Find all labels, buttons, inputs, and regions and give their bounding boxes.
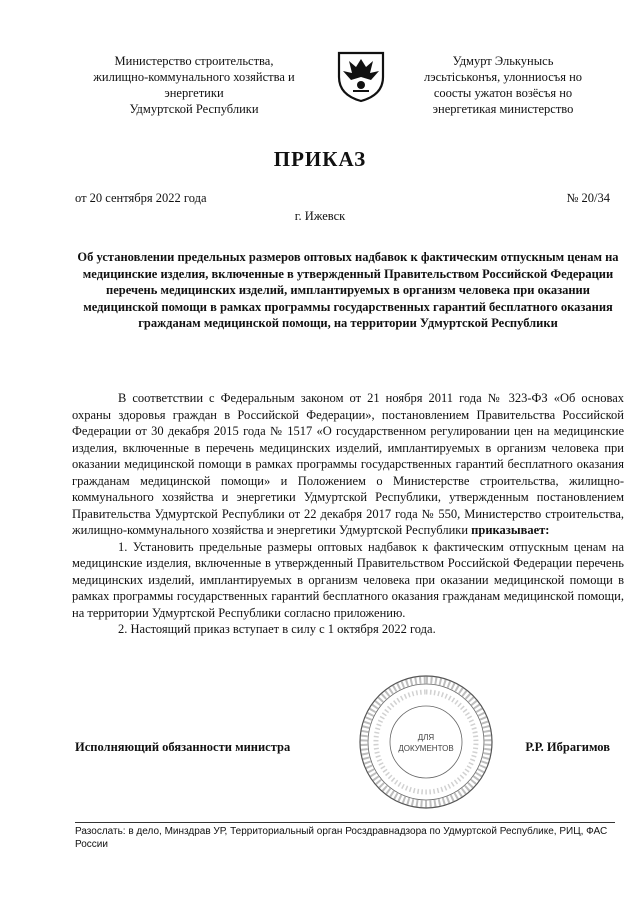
order-item-1: 1. Установить предельные размеры оптовых надбавок к фактическим отпускным ценам на медицинские изделия, включенные в утвержденный Правительством Российской Федерации перечень медицинских изделий, имплантируемых в организм человека при оказании медицинской помощи в рамках программы государственных гарантий бесплатного оказания гражданам медицинской помощи, на территории Удмуртской Республики согласно приложению.	[72, 539, 624, 620]
preamble-text: В соответствии с Федеральным законом от 21 ноября 2011 года № 323-ФЗ «Об основах охраны здоровья граждан в Российской Федерации», постановлением Правительства Российской Федерации от 30 декабря 2015 года № 1517 «О государственном регулировании цен на медицинские изделия, включенные в перечень медицинских изделий, имплантируемых в организм человека при оказании медицинской помощи в рамках программы государственных гарантий бесплатного оказания гражданам медицинской помощи» и Положением о Министерстве строительства, жилищно-коммунального хозяйства и энергетики Удмуртской Республики, утвержденным постановлением Правительства Удмуртской Республики от 22 декабря 2017 года № 550, Министерство строительства, жилищно-коммунального хозяйства и энергетики Удмуртской Республики	[72, 391, 624, 537]
document-title: ПРИКАЗ	[273, 147, 367, 171]
footer-divider	[75, 822, 615, 823]
ministry-name-russian	[60, 53, 328, 117]
ministry-line: энергетикая министерство	[432, 102, 574, 116]
udmurt-coat-of-arms-icon	[335, 47, 387, 103]
svg-text:ДОКУМЕНТОВ: ДОКУМЕНТОВ	[398, 744, 454, 753]
ministry-line: лэсьтiськонъя, улонниосъя но	[423, 70, 583, 84]
ministry-line: Министерство строительства,	[114, 54, 274, 68]
order-item-2: 2. Настоящий приказ вступает в силу с 1 октября 2022 года.	[118, 622, 436, 636]
ministry-line: Удмурт Элькунысь	[452, 54, 554, 68]
ministry-line: жилищно-коммунального хозяйства и	[93, 70, 295, 84]
official-stamp	[356, 672, 496, 812]
ministry-line: Удмуртской Республики	[129, 102, 259, 116]
signatory-name: Р.Р. Ибрагимов	[525, 740, 610, 754]
document-subject: Об установлении предельных размеров оптовых надбавок к фактическим отпускным ценам на медицинские изделия, включенные в утвержденный Правительством Российской Федерации перечень медицинских изделий, имплантируемых в организм человека при оказании медицинской помощи в рамках программы государственных гарантий бесплатного оказания гражданам медицинской помощи, на территории Удмуртской Республики	[77, 250, 619, 330]
preamble-bold-verb: приказывает:	[471, 523, 550, 537]
ministry-line: сооcты ужатон возёсъя но	[433, 86, 573, 100]
document-city: г. Ижевск	[294, 209, 346, 223]
distribution-list: Разослать: в дело, Минздрав УР, Территориальный орган Росздравнадзора по Удмуртской Республике, РИЦ, ФАС России	[75, 826, 608, 850]
document-body	[72, 390, 624, 638]
signatory-position: Исполняющий обязанности министра	[75, 740, 291, 754]
document-number: № 20/34	[566, 191, 610, 205]
document-date: от 20 сентября 2022 года	[75, 191, 207, 205]
ministry-name-udmurt	[392, 53, 614, 117]
ministry-line: энергетики	[164, 86, 224, 100]
svg-text:ДЛЯ: ДЛЯ	[417, 733, 435, 742]
preamble-paragraph	[72, 390, 624, 539]
